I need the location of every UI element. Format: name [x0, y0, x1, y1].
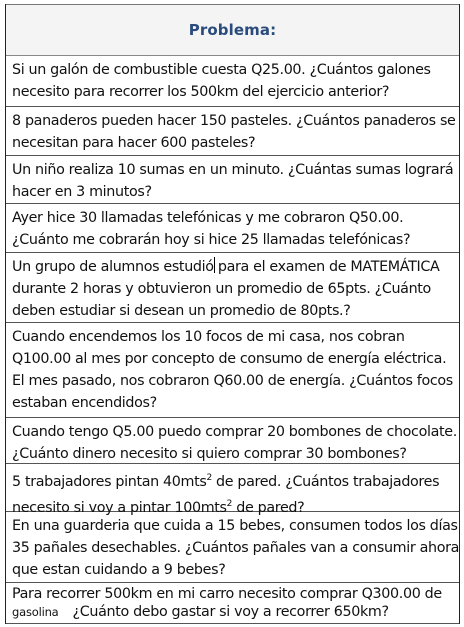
- problem-8-line-2-start: necesito si voy a pintar 100mts: [12, 499, 227, 516]
- problem-row-7: [6, 418, 459, 464]
- problem-1-line-2: necesito para recorrer los 500km del ejercicio anterior?: [12, 84, 390, 100]
- problems-table: [5, 4, 460, 624]
- problem-7-line-1: Cuando tengo Q5.00 puedo comprar 20 bombones de chocolate.: [12, 424, 457, 440]
- problem-10-line-2-end: ¿Cuánto debo gastar si voy a recorrer 650km?: [72, 604, 389, 620]
- problem-3-line-2: hacer en 3 minutos?: [12, 184, 152, 200]
- problem-6-line-4: estaban encendidos?: [12, 395, 157, 411]
- problem-10-line-2: [12, 603, 459, 622]
- problem-4-line-2: ¿Cuánto me cobrarán hoy si hice 25 llamadas telefónicas?: [12, 232, 411, 248]
- problem-10-line-2-start: gasolina: [12, 605, 59, 619]
- problem-5-line-2: durante 2 horas y obtuvieron un promedio de 65pts. ¿Cuánto: [12, 281, 431, 297]
- problem-5-line-1-start: Un grupo de alumnos estudió: [12, 259, 214, 275]
- problem-row-8: [6, 464, 459, 516]
- problem-row-3: [6, 156, 459, 204]
- problem-8-line-2-end: de pared?: [232, 499, 305, 516]
- problem-9-line-3: que estan cuidando a 9 bebes?: [12, 562, 226, 578]
- problem-6-line-2: Q100.00 al mes por concepto de consumo de energía eléctrica.: [12, 351, 447, 367]
- header-title: Problema:: [188, 21, 277, 39]
- problem-1-line-1: Si un galón de combustible cuesta Q25.00. ¿Cuántos galones: [12, 62, 431, 78]
- problem-row-6: [6, 323, 459, 418]
- problem-7-line-2: ¿Cuánto dinero necesito si quiero comprar 30 bombones?: [12, 446, 407, 462]
- problem-5-line-1-end: para el examen de MATEMÁTICA: [213, 259, 440, 275]
- problem-8-line-1: [12, 467, 459, 493]
- problem-6-line-1: Cuando encendemos los 10 focos de mi casa, nos cobran: [12, 329, 405, 345]
- problem-row-4: [6, 204, 459, 253]
- problem-3-line-1: Un niño realiza 10 sumas en un minuto. ¿Cuántas sumas logrará: [12, 162, 454, 178]
- problem-9-line-2: 35 pañales desechables. ¿Cuántos pañales van a consumir ahora: [12, 540, 460, 556]
- problem-5-line-1: [12, 256, 459, 278]
- table-header: [6, 4, 459, 56]
- problem-2-line-1: 8 panaderos pueden hacer 150 pasteles. ¿Cuántos panaderos se: [12, 113, 456, 129]
- problem-row-10: [6, 583, 459, 624]
- problem-8-line-1-start: 5 trabajadores pintan 40mts: [12, 473, 207, 490]
- problem-row-9: [6, 512, 459, 583]
- squared-superscript: 2: [206, 473, 212, 483]
- problem-row-5: [6, 253, 459, 323]
- problem-8-line-1-end: de pared. ¿Cuántos trabajadores: [211, 473, 440, 490]
- problem-9-line-1: En una guarderia que cuida a 15 bebes, consumen todos los días: [12, 518, 458, 534]
- squared-superscript: 2: [226, 498, 233, 509]
- problem-10-line-1: Para recorrer 500km en mi carro necesito comprar Q300.00 de: [12, 586, 442, 602]
- problem-5-line-3: deben estudiar si desean un promedio de 80pts.?: [12, 303, 351, 319]
- problem-row-1: [6, 56, 459, 107]
- problem-4-line-1: Ayer hice 30 llamadas telefónicas y me cobraron Q50.00.: [12, 210, 404, 226]
- problem-6-line-3: El mes pasado, nos cobraron Q60.00 de energía. ¿Cuántos focos: [12, 373, 453, 389]
- problem-2-line-2: necesitan para hacer 600 pasteles?: [12, 135, 256, 151]
- problem-row-2: [6, 107, 459, 156]
